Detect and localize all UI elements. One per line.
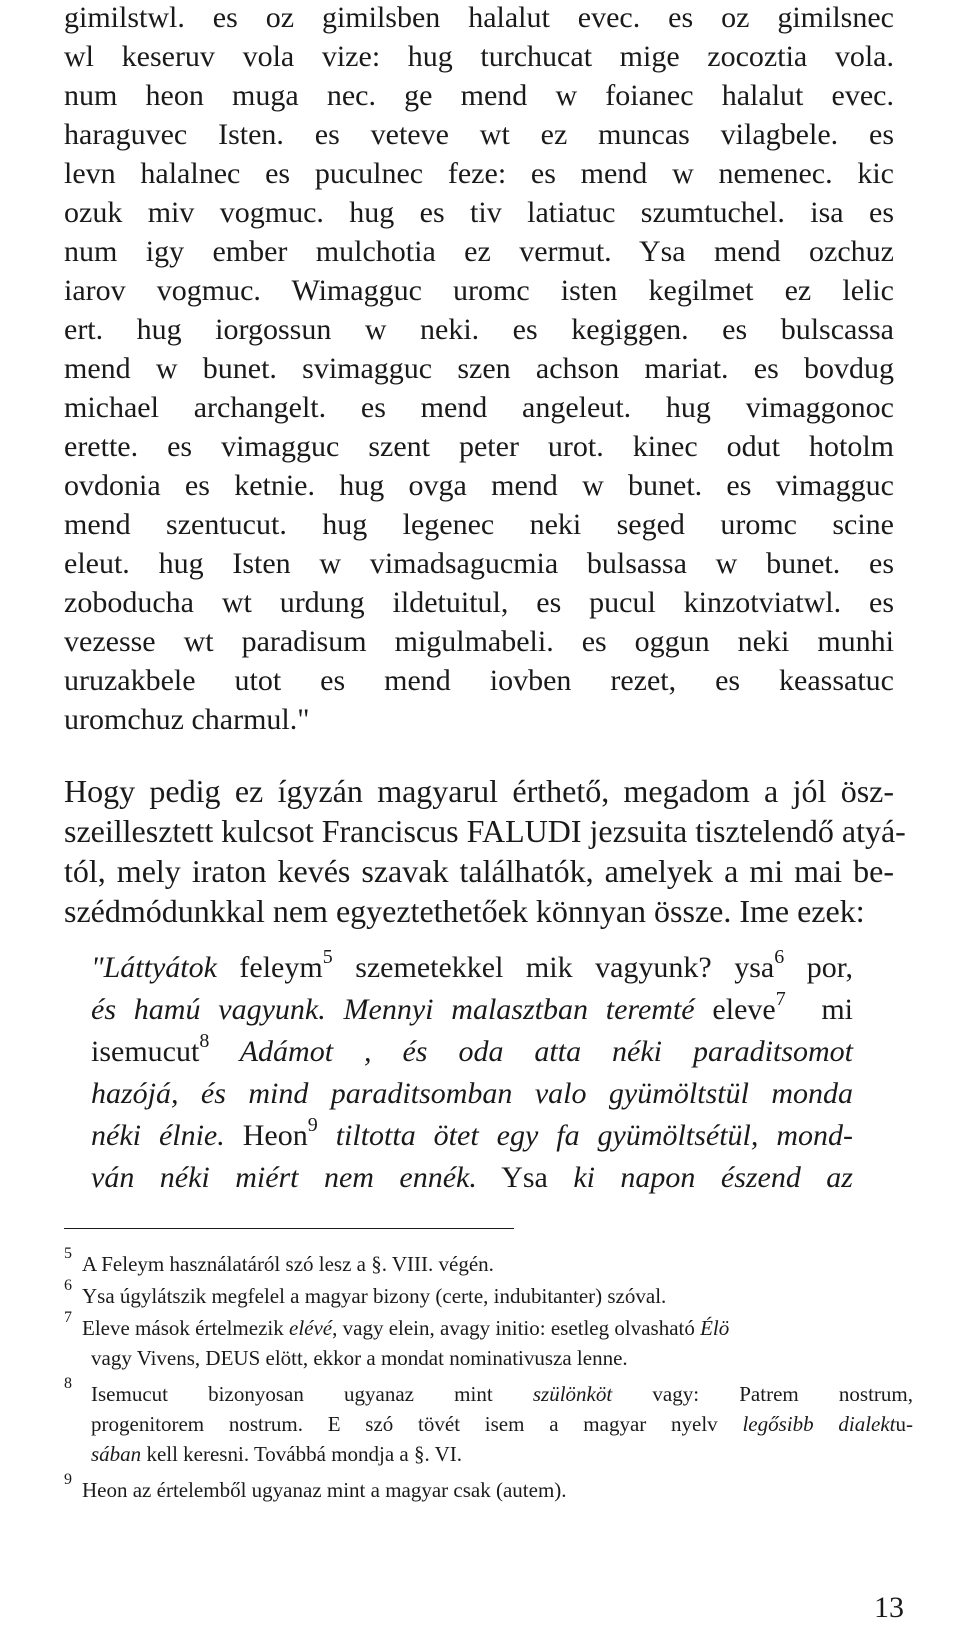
text: , vagy elein, avagy initio: esetleg olvasható — [332, 1316, 701, 1340]
text: mi — [785, 993, 854, 1026]
footnote-8-continued — [91, 1411, 913, 1438]
italic-text: Adámot , és oda atta néki paraditsomot — [209, 1035, 853, 1068]
quote-line: num heon muga nec. ge mend w foianec halalut evec. — [64, 79, 894, 112]
italic-quote-line — [91, 1160, 853, 1196]
italic-text: és hamú vagyunk. Mennyi malasztban teremté — [91, 993, 695, 1026]
italic-text: tiltotta ötet egy fa gyümöltsétül, mond- — [317, 1119, 853, 1152]
text: por, — [784, 951, 853, 984]
page-number: 13 — [874, 1591, 904, 1624]
footnote-9: Heon az értelemből ugyanaz mint a magyar csak (autem). — [82, 1478, 567, 1502]
paragraph-line: Hogy pedig ez ígyzán magyarul érthető, megadom a jól ösz- — [64, 773, 894, 809]
footnote-number: 7 — [64, 1309, 72, 1326]
footnote-6: Ysa úgylátszik megfelel a magyar bizony (certe, indubitanter) szóval. — [82, 1284, 667, 1308]
italic-text: "Láttyátok — [91, 951, 217, 984]
footnote-number: 5 — [64, 1245, 72, 1262]
italic-quote-line — [91, 1114, 853, 1154]
footnote-ref-7: 7 — [775, 988, 786, 1010]
italic-text: Élö — [700, 1316, 730, 1340]
quote-line: levn halalnec es puculnec feze: es mend w nemenec. kic — [64, 157, 894, 190]
text: kell keresni. Továbbá mondja a §. VI. — [141, 1442, 463, 1466]
italic-quote-line — [91, 1030, 853, 1070]
footnote-number: 8 — [64, 1375, 72, 1392]
italic-quote-line — [91, 1076, 853, 1112]
quote-line: iarov vogmuc. Wimagguc uromc isten kegilmet ez lelic — [64, 274, 894, 307]
footnote-8 — [91, 1381, 913, 1408]
quote-line: uruzakbele utot es mend iovben rezet, es keassatuc — [64, 664, 894, 697]
quote-line: haraguvec Isten. es veteve wt ez muncas vilagbele. es — [64, 118, 894, 151]
italic-text: hazójá, és mind paraditsomban valo gyümöltstül monda — [91, 1077, 853, 1110]
text: progenitorem nostrum. E szó tövét isem a magyar nyelv — [91, 1412, 743, 1436]
quote-line: gimilstwl. es oz gimilsben halalut evec. es oz gimilsnec — [64, 1, 894, 34]
italic-quote-line — [91, 988, 854, 1028]
text: Eleve mások értelmezik — [82, 1316, 289, 1340]
text: eleve — [694, 993, 776, 1026]
text: Ysa — [476, 1161, 574, 1194]
paragraph-line: szeillesztett kulcsot Franciscus FALUDI jezsuita tisztelendő atyá- — [64, 813, 906, 849]
footnote-ref-5: 5 — [322, 946, 333, 968]
quote-line: vezesse wt paradisum migulmabeli. es oggun neki munhi — [64, 625, 894, 658]
quote-line: ozuk miv vogmuc. hug es tiv latiatuc szumtuchel. isa es — [64, 196, 894, 229]
italic-quote-line — [91, 946, 853, 986]
text: Isemucut bizonyosan ugyanaz mint — [91, 1382, 533, 1406]
text: isemucut — [91, 1035, 200, 1068]
text: vagy: Patrem nostrum, — [612, 1382, 913, 1406]
italic-text: legősibb dialekt — [742, 1412, 896, 1436]
quote-line: ovdonia es ketnie. hug ovga mend w bunet. es vimagguc — [64, 469, 894, 502]
quote-line: ert. hug iorgossun w neki. es kegiggen. es bulscassa — [64, 313, 894, 346]
italic-text: néki élnie. — [91, 1119, 225, 1152]
footnote-separator — [64, 1228, 514, 1229]
paragraph-line: tól, mely iraton kevés szavak találhatók, amelyek a mi mai be- — [64, 853, 894, 889]
quote-line: erette. es vimagguc szent peter urot. kinec odut hotolm — [64, 430, 894, 463]
quote-line: mend szentucut. hug legenec neki seged uromc scine — [64, 508, 894, 541]
italic-text: elévé — [289, 1316, 333, 1340]
italic-text: ki napon észend az — [573, 1161, 853, 1194]
footnote-ref-6: 6 — [774, 946, 785, 968]
footnote-8-continued — [91, 1441, 462, 1468]
italic-text: szülönköt — [532, 1382, 613, 1406]
text: u- — [895, 1412, 913, 1436]
text: Heon — [224, 1119, 308, 1152]
footnote-ref-9: 9 — [307, 1114, 318, 1136]
quote-line: michael archangelt. es mend angeleut. hug vimaggonoc — [64, 391, 894, 424]
quote-line: eleut. hug Isten w vimadsagucmia bulsassa w bunet. es — [64, 547, 894, 580]
text: szemetekkel mik vagyunk? ysa — [332, 951, 775, 984]
paragraph-line: szédmódunkkal nem egyeztethetőek könnyan össze. Ime ezek: — [64, 893, 865, 929]
text: feleym — [216, 951, 323, 984]
footnote-number: 6 — [64, 1277, 72, 1294]
quote-line: num igy ember mulchotia ez vermut. Ysa mend ozchuz — [64, 235, 894, 268]
quote-line: uromchuz charmul." — [64, 703, 310, 736]
italic-text: ván néki miért nem ennék. — [91, 1161, 477, 1194]
footnote-7 — [82, 1315, 729, 1342]
quote-line: mend w bunet. svimagguc szen achson mariat. es bovdug — [64, 352, 894, 385]
footnote-5: A Feleym használatáról szó lesz a §. VIII. végén. — [82, 1252, 494, 1276]
italic-text: sában — [91, 1442, 142, 1466]
quote-line: wl keseruv vola vize: hug turchucat mige zocoztia vola. — [64, 40, 894, 73]
footnote-7-continued: vagy Vivens, DEUS elött, ekkor a mondat nominativusza lenne. — [91, 1346, 628, 1370]
footnote-number: 9 — [64, 1471, 72, 1488]
footnote-ref-8: 8 — [199, 1030, 210, 1052]
quote-line: zoboducha wt urdung ildetuitul, es pucul kinzotviatwl. es — [64, 586, 894, 619]
